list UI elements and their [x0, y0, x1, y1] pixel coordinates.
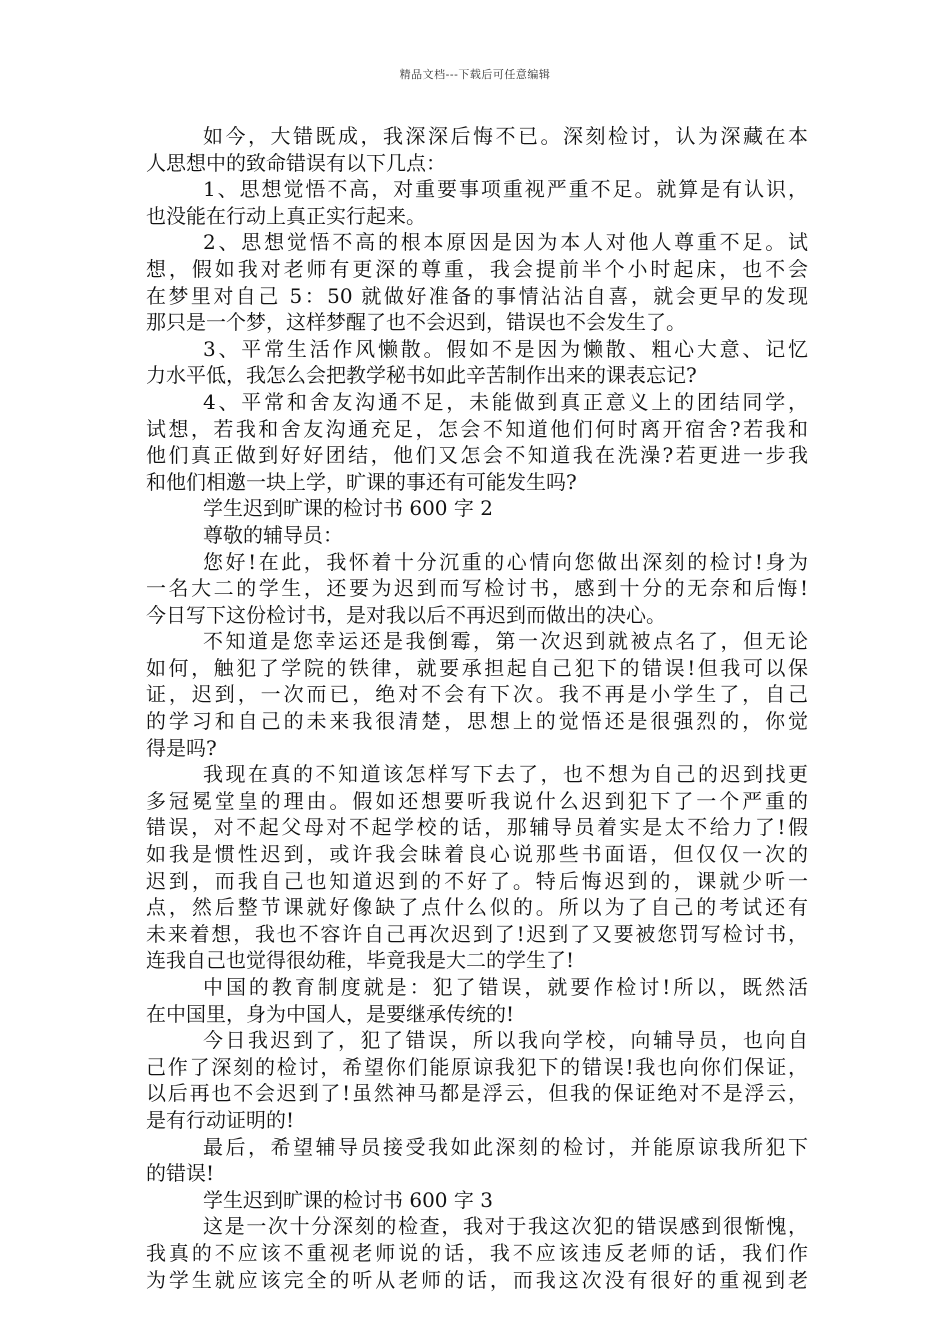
text-line: 力水平低，我怎么会把教学秘书如此辛苦制作出来的课表忘记? — [146, 363, 697, 388]
text-line: 这是一次十分深刻的检查，我对于我这次犯的错误感到很惭愧， — [203, 1214, 808, 1239]
text-line: 您好!在此，我怀着十分沉重的心情向您做出深刻的检讨!身为 — [203, 549, 808, 574]
text-line: 试想，若我和舍友沟通充足，怎会不知道他们何时离开宿舍?若我和 — [146, 416, 808, 441]
text-line: 为学生就应该完全的听从老师的话，而我这次没有很好的重视到老 — [146, 1267, 808, 1292]
text-line: 不知道是您幸运还是我倒霉，第一次迟到就被点名了，但无论 — [203, 629, 808, 654]
text-line: 中国的教育制度就是：犯了错误，就要作检讨!所以，既然活 — [203, 975, 808, 999]
text-line: 我现在真的不知道该怎样写下去了，也不想为自己的迟到找更 — [203, 762, 808, 787]
text-line: 今日我迟到了，犯了错误，所以我向学校，向辅导员，也向自 — [203, 1028, 808, 1053]
text-line: 尊敬的辅导员： — [203, 522, 343, 547]
text-line: 我真的不应该不重视老师说的话，我不应该违反老师的话，我们作 — [146, 1240, 808, 1265]
text-line: 那只是一个梦，这样梦醒了也不会迟到，错误也不会发生了。 — [146, 310, 686, 335]
text-line: 3、平常生活作风懒散。假如不是因为懒散、粗心大意、记忆 — [203, 336, 808, 361]
text-line: 人思想中的致命错误有以下几点： — [146, 150, 446, 175]
text-line: 一名大二的学生，还要为迟到而写检讨书，感到十分的无奈和后悔! — [146, 576, 808, 601]
text-line: 连我自己也觉得很幼稚，毕竟我是大二的学生了! — [146, 948, 575, 973]
text-line: 点，然后整节课就好像缺了点什么似的。所以为了自己的考试还有 — [146, 895, 808, 920]
text-line: 以后再也不会迟到了!虽然神马都是浮云，但我的保证绝对不是浮云， — [146, 1081, 808, 1106]
document-body — [146, 123, 808, 1293]
text-line: 己作了深刻的检讨，希望你们能原谅我犯下的错误!我也向你们保证， — [146, 1054, 808, 1079]
text-line: 在梦里对自己 5：50 就做好准备的事情沾沾自喜，就会更早的发现 — [146, 283, 808, 308]
text-line: 最后，希望辅导员接受我如此深刻的检讨，并能原谅我所犯下 — [203, 1134, 808, 1159]
text-line: 证，迟到，一次而已，绝对不会有下次。我不再是小学生了，自己 — [146, 682, 808, 707]
text-line: 学生迟到旷课的检讨书 600 字 3 — [203, 1187, 493, 1212]
text-line: 得是吗? — [146, 735, 217, 760]
text-line: 错误，对不起父母对不起学校的话，那辅导员着实是太不给力了!假 — [146, 815, 808, 840]
text-line: 多冠冕堂皇的理由。假如还想要听我说什么迟到犯下了一个严重的 — [146, 788, 808, 813]
text-line: 迟到，而我自己也知道迟到的不好了。特后悔迟到的，课就少听一 — [146, 868, 808, 893]
text-line: 如我是惯性迟到，或许我会昧着良心说那些书面语，但仅仅一次的 — [146, 842, 808, 867]
text-line: 在中国里，身为中国人，是要继承传统的! — [146, 1001, 515, 1026]
text-line: 今日写下这份检讨书，是对我以后不再迟到而做出的决心。 — [146, 602, 666, 627]
text-line: 也没能在行动上真正实行起来。 — [146, 203, 426, 228]
text-line: 是有行动证明的! — [146, 1107, 295, 1132]
page-header: 精品文档---下载后可任意编辑 — [399, 68, 551, 81]
text-line: 学生迟到旷课的检讨书 600 字 2 — [203, 496, 493, 521]
text-line: 和他们相邀一块上学，旷课的事还有可能发生吗? — [146, 469, 577, 494]
text-line: 1、思想觉悟不高，对重要事项重视严重不足。就算是有认识， — [203, 177, 808, 202]
text-line: 2、思想觉悟不高的根本原因是因为本人对他人尊重不足。试 — [203, 230, 808, 255]
text-line: 的错误! — [146, 1161, 215, 1186]
text-line: 4、平常和舍友沟通不足，未能做到真正意义上的团结同学， — [203, 389, 808, 414]
text-line: 如何，触犯了学院的铁律，就要承担起自己犯下的错误!但我可以保 — [146, 655, 808, 680]
text-line: 如今，大错既成，我深深后悔不已。深刻检讨，认为深藏在本 — [203, 124, 808, 148]
text-line: 想，假如我对老师有更深的尊重，我会提前半个小时起床，也不会 — [146, 256, 808, 281]
text-line: 的学习和自己的未来我很清楚，思想上的觉悟还是很强烈的，你觉 — [146, 709, 808, 734]
text-line: 未来着想，我也不容许自己再次迟到了!迟到了又要被您罚写检讨书， — [146, 921, 808, 946]
text-line: 他们真正做到好好团结，他们又怎会不知道我在洗澡?若更进一步我 — [146, 443, 808, 468]
